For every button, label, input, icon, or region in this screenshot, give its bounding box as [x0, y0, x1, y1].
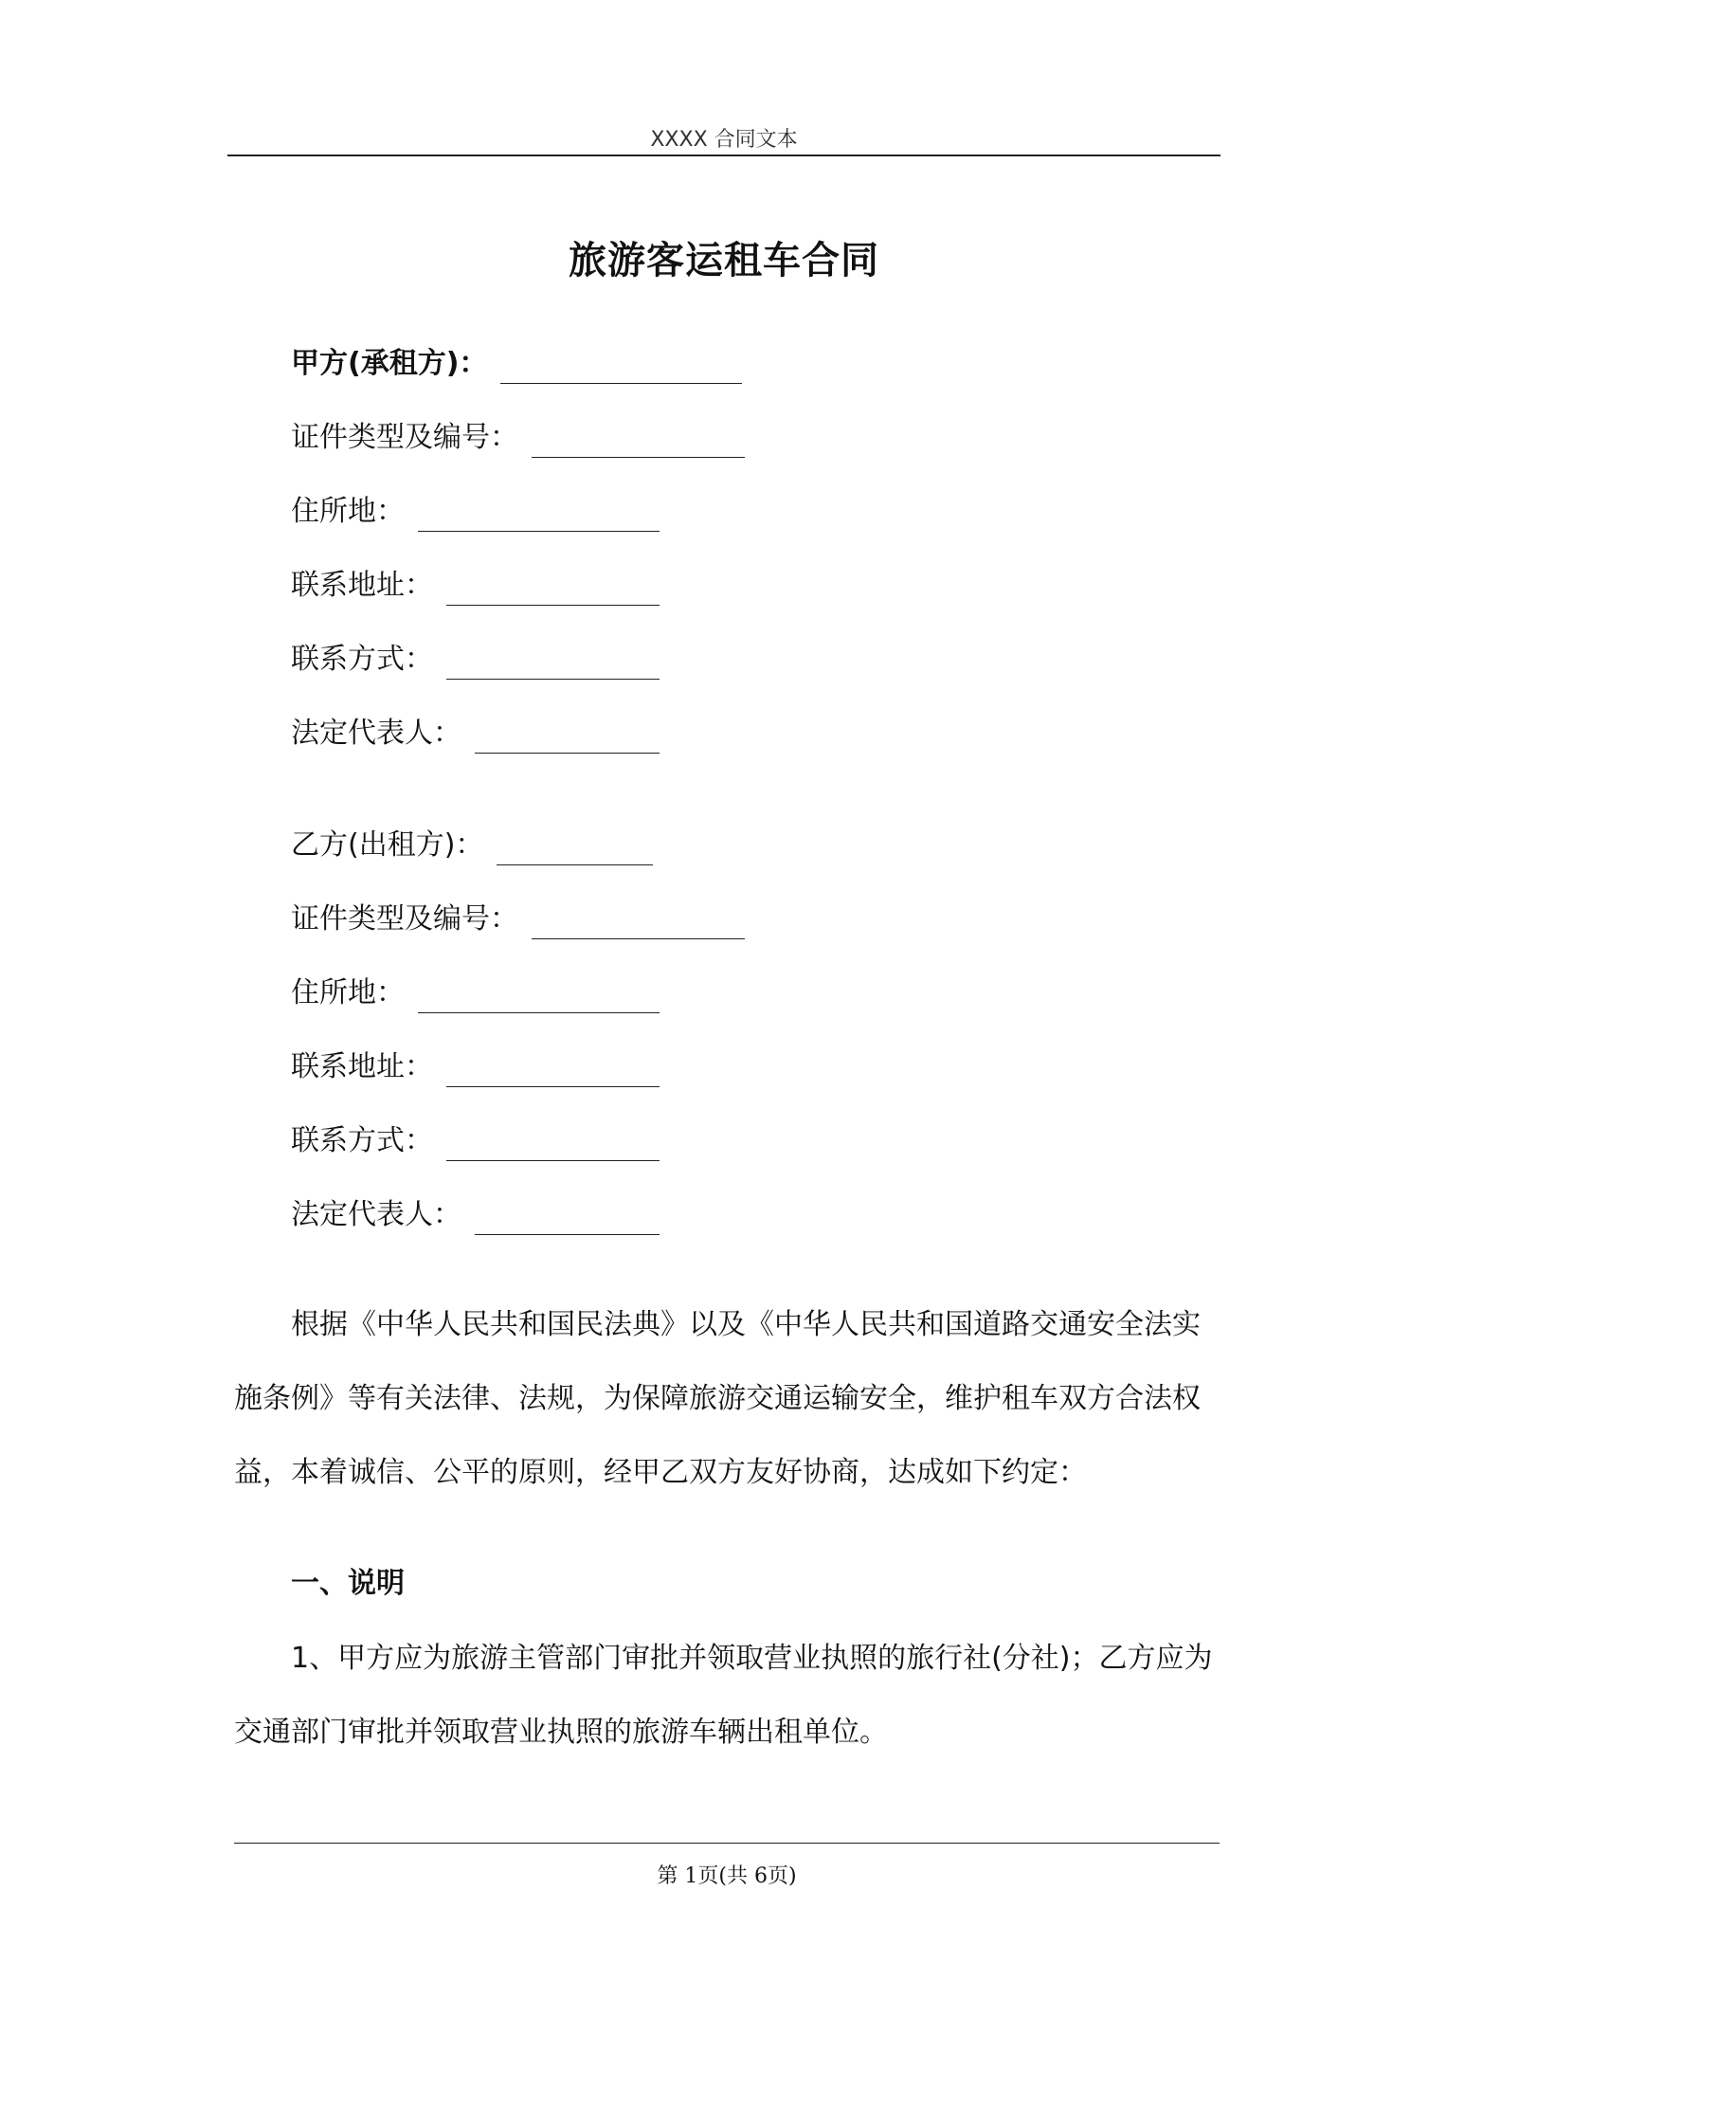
- field-label: 法定代表人：: [291, 717, 461, 750]
- party-b-id-field: [291, 895, 745, 944]
- party-a-name-field: [291, 339, 742, 389]
- party-a-residence-field: [291, 487, 660, 536]
- fill-in-blank[interactable]: [532, 938, 745, 939]
- page-number: 第 1页(共 6页): [657, 1864, 797, 1888]
- field-label: 联系方式：: [291, 643, 433, 676]
- field-label: 联系方式：: [291, 1124, 433, 1157]
- fill-in-blank[interactable]: [532, 457, 745, 458]
- fill-in-blank[interactable]: [418, 1012, 660, 1013]
- party-a-id-field: [291, 413, 745, 463]
- field-label: 法定代表人：: [291, 1198, 461, 1231]
- clause-text: 1、甲方应为旅游主管部门审批并领取营业执照的旅行社(分社)；乙方应为交通部门审批并领取营业执照的旅游车辆出租单位。: [234, 1642, 1213, 1749]
- fill-in-blank[interactable]: [446, 1160, 660, 1161]
- field-label: 证件类型及编号：: [291, 421, 518, 454]
- party-b-representative-field: [291, 1191, 660, 1240]
- fill-in-blank[interactable]: [446, 679, 660, 680]
- fill-in-blank[interactable]: [500, 383, 742, 384]
- document-title: 旅游客运租车合同: [569, 239, 879, 282]
- fill-in-blank[interactable]: [497, 864, 653, 865]
- fill-in-blank[interactable]: [446, 1086, 660, 1087]
- field-label: 甲方(承租方)：: [291, 347, 488, 380]
- field-label: 住所地：: [291, 976, 405, 1009]
- party-b-name-field: [291, 821, 653, 870]
- header-divider: [227, 155, 1221, 156]
- field-label: 联系地址：: [291, 569, 433, 602]
- fill-in-blank[interactable]: [418, 531, 660, 532]
- field-label: 证件类型及编号：: [291, 902, 518, 936]
- running-header: XXXX 合同文本: [650, 128, 798, 152]
- party-b-residence-field: [291, 969, 660, 1018]
- fill-in-blank[interactable]: [475, 753, 660, 754]
- preamble-paragraph: [234, 1288, 1220, 1510]
- field-label: 住所地：: [291, 495, 405, 528]
- party-b-contact-field: [291, 1117, 660, 1166]
- fill-in-blank[interactable]: [475, 1234, 660, 1235]
- clause-paragraph: [234, 1622, 1220, 1770]
- preamble-text: 根据《中华人民共和国民法典》以及《中华人民共和国道路交通安全法实施条例》等有关法律、法规，为保障旅游交通运输安全，维护租车双方合法权益，本着诚信、公平的原则，经甲乙双方友好协商，达成如下约定：: [234, 1308, 1201, 1489]
- party-a-contact-field: [291, 635, 660, 684]
- section-heading: 一、说明: [291, 1567, 405, 1600]
- fill-in-blank[interactable]: [446, 605, 660, 606]
- footer-divider: [234, 1843, 1220, 1844]
- party-b-address-field: [291, 1043, 660, 1092]
- party-a-address-field: [291, 561, 660, 610]
- party-a-representative-field: [291, 709, 660, 758]
- field-label: 联系地址：: [291, 1050, 433, 1083]
- field-label: 乙方(出租方)：: [291, 828, 484, 862]
